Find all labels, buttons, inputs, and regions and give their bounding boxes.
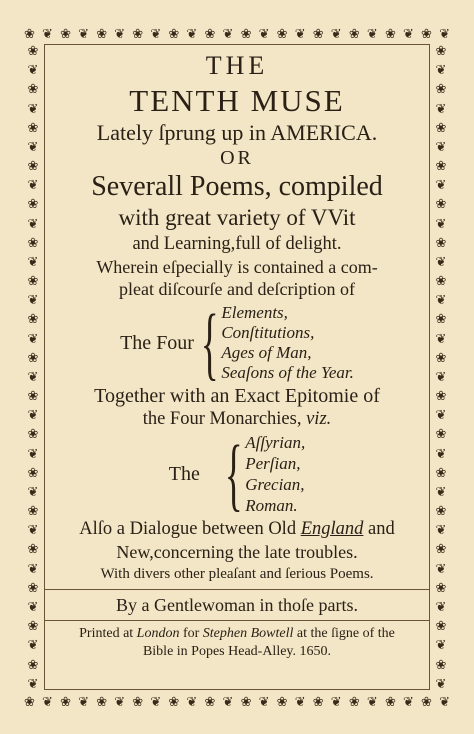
border-ornament-icon: ❀	[204, 25, 216, 41]
four-item: Elements,	[221, 303, 288, 322]
border-ornament-icon: ❀	[435, 311, 447, 327]
border-ornament-icon: ❀	[435, 81, 447, 97]
border-ornament-icon: ❀	[435, 349, 447, 365]
border-ornament-icon: ❦	[439, 25, 450, 41]
border-ornament-icon: ❀	[312, 693, 324, 709]
imprint-bookseller: Stephen Bowtell	[202, 626, 294, 641]
monarchies-group	[44, 428, 430, 519]
border-ornament-icon: ❦	[27, 292, 39, 308]
border-ornament-icon: ❀	[435, 158, 447, 174]
border-ornament-icon: ❦	[27, 598, 39, 614]
border-ornament-icon: ❦	[27, 675, 39, 690]
border-ornament-icon: ❦	[186, 693, 198, 709]
border-ornament-icon: ❀	[435, 196, 447, 212]
border-ornament-icon: ❦	[439, 693, 450, 709]
border-ornament-icon: ❦	[27, 368, 39, 384]
border-ornament-icon: ❀	[132, 25, 144, 41]
border-ornament-icon: ❦	[27, 637, 39, 653]
border-ornament-icon: ❀	[435, 273, 447, 289]
border-ornament-icon: ❀	[27, 81, 39, 97]
dialogue-line-1-suffix: and	[368, 519, 395, 539]
border-ornament-icon: ❀	[27, 541, 39, 557]
together-viz: viz.	[306, 409, 332, 429]
four-group-items	[221, 303, 354, 383]
border-ornament-icon: ❀	[312, 25, 324, 41]
monarchy-item: Roman.	[245, 496, 298, 515]
border-ornament-icon: ❦	[402, 25, 414, 41]
subtitle-variety: with great variety of VVit	[118, 205, 356, 230]
border-ornament-icon: ❀	[96, 693, 108, 709]
border-ornament-icon: ❦	[258, 25, 270, 41]
border-ornament-icon: ❦	[222, 693, 234, 709]
border-ornament-icon: ❦	[27, 483, 39, 499]
border-ornament-icon: ❦	[150, 25, 162, 41]
border-ornament-icon: ❀	[27, 196, 39, 212]
border-ornament-icon: ❀	[435, 234, 447, 250]
imprint-london: London	[136, 626, 180, 641]
border-ornament-icon: ❦	[27, 215, 39, 231]
border-ornament-icon: ❀	[27, 273, 39, 289]
monarchy-item: Aſſyrian,	[245, 433, 306, 452]
border-ornament-icon: ❀	[435, 426, 447, 442]
ornamental-border-bottom	[22, 690, 452, 712]
four-group	[44, 297, 430, 388]
border-ornament-icon: ❦	[27, 445, 39, 461]
border-ornament-icon: ❀	[435, 579, 447, 595]
title-text-block	[44, 48, 430, 661]
border-ornament-icon: ❦	[435, 62, 447, 78]
border-ornament-icon: ❦	[435, 483, 447, 499]
border-ornament-icon: ❀	[27, 579, 39, 595]
border-ornament-icon: ❦	[27, 62, 39, 78]
imprint-line-2: Bible in Popes Head-Alley. 1650.	[142, 644, 332, 659]
border-ornament-icon: ❀	[435, 388, 447, 404]
subtitle-or: OR	[220, 147, 254, 169]
title-tenth-muse: TENTH MUSE	[129, 83, 345, 118]
border-ornament-icon: ❦	[42, 693, 53, 709]
border-ornament-icon: ❦	[435, 368, 447, 384]
border-ornament-icon: ❀	[96, 25, 108, 41]
border-ornament-icon: ❀	[27, 426, 39, 442]
border-ornament-icon: ❦	[27, 407, 39, 423]
monarchy-item: Perſian,	[245, 454, 301, 473]
border-ornament-icon: ❦	[258, 693, 270, 709]
description-line-2: pleat diſcourſe and deſcription of	[119, 279, 355, 299]
border-ornament-icon: ❦	[27, 522, 39, 538]
together-line-1: Together with an Exact Epitomie of	[94, 385, 380, 407]
divider-rule	[44, 589, 430, 590]
imprint-part3: at the ſigne of the	[296, 626, 395, 641]
border-ornament-icon: ❀	[421, 693, 432, 709]
border-ornament-icon: ❀	[276, 693, 288, 709]
ornamental-border-right	[430, 44, 452, 690]
border-ornament-icon: ❀	[384, 693, 396, 709]
border-ornament-icon: ❀	[27, 234, 39, 250]
border-ornament-icon: ❦	[78, 693, 90, 709]
description-line-1: Wherein eſpecially is contained a com-	[96, 257, 378, 277]
dialogue-england: England	[300, 519, 364, 539]
border-ornament-icon: ❦	[150, 693, 162, 709]
four-item: Conſtitutions,	[221, 323, 315, 342]
border-ornament-icon: ❦	[27, 330, 39, 346]
subtitle-learning: and Learning,full of delight.	[132, 234, 342, 254]
title-the: THE	[205, 51, 269, 80]
border-ornament-icon: ❀	[348, 693, 360, 709]
imprint-part2: for	[182, 626, 200, 641]
border-ornament-icon: ❀	[132, 693, 144, 709]
border-ornament-icon: ❀	[240, 25, 252, 41]
border-ornament-icon: ❀	[348, 25, 360, 41]
dialogue-line-1	[44, 518, 430, 541]
border-ornament-icon: ❦	[222, 25, 234, 41]
ornamental-border-top	[22, 22, 452, 44]
border-ornament-icon: ❦	[435, 215, 447, 231]
divider-rule	[44, 620, 430, 621]
border-ornament-icon: ❀	[27, 119, 39, 135]
border-ornament-icon: ❦	[435, 138, 447, 154]
border-ornament-icon: ❀	[24, 693, 35, 709]
border-ornament-icon: ❦	[435, 330, 447, 346]
border-ornament-icon: ❀	[435, 618, 447, 634]
border-ornament-icon: ❦	[330, 25, 342, 41]
border-ornament-icon: ❦	[435, 675, 447, 690]
border-ornament-icon: ❀	[27, 656, 39, 672]
four-item: Ages of Man,	[221, 343, 312, 362]
dialogue-line-1-prefix: Alſo a Dialogue between Old	[79, 519, 297, 539]
together-line-2	[44, 408, 430, 430]
border-ornament-icon: ❀	[27, 388, 39, 404]
subtitle-lately: Lately ſprung up in AMERICA.	[96, 120, 378, 145]
border-ornament-icon: ❦	[435, 253, 447, 269]
border-ornament-icon: ❀	[384, 25, 396, 41]
border-ornament-icon: ❀	[240, 693, 252, 709]
border-ornament-icon: ❀	[435, 541, 447, 557]
border-ornament-icon: ❀	[435, 503, 447, 519]
monarchies-group-items	[245, 432, 305, 516]
brace-icon: {	[224, 428, 243, 519]
four-group-lead: The Four	[120, 331, 194, 354]
imprint-part1: Printed at	[79, 626, 134, 641]
dialogue-line-2: New,concerning the late troubles.	[116, 542, 358, 562]
border-ornament-icon: ❦	[27, 560, 39, 576]
border-ornament-icon: ❦	[186, 25, 198, 41]
border-ornament-icon: ❀	[27, 311, 39, 327]
border-ornament-icon: ❀	[421, 25, 432, 41]
border-ornament-icon: ❦	[435, 100, 447, 116]
ornamental-border-left	[22, 44, 44, 690]
border-ornament-icon: ❦	[435, 407, 447, 423]
border-ornament-icon: ❦	[294, 25, 306, 41]
border-ornament-icon: ❦	[366, 693, 378, 709]
brace-icon: {	[200, 297, 219, 388]
four-item: Seaſons of the Year.	[221, 363, 354, 382]
subtitle-severall-poems: Severall Poems, compiled	[91, 171, 383, 202]
border-ornament-icon: ❀	[27, 464, 39, 480]
border-ornament-icon: ❀	[60, 693, 71, 709]
dialogue-line-3: With divers other pleaſant and ſerious Poems.	[100, 566, 374, 582]
border-ornament-icon: ❦	[114, 25, 126, 41]
border-ornament-icon: ❀	[435, 44, 447, 58]
border-ornament-icon: ❀	[435, 464, 447, 480]
border-ornament-icon: ❦	[402, 693, 414, 709]
border-ornament-icon: ❀	[168, 25, 180, 41]
border-ornament-icon: ❦	[435, 292, 447, 308]
border-ornament-icon: ❦	[27, 100, 39, 116]
border-ornament-icon: ❦	[435, 177, 447, 193]
author-line: By a Gentlewoman in thoſe parts.	[116, 595, 358, 615]
border-ornament-icon: ❦	[27, 253, 39, 269]
monarchy-item: Grecian,	[245, 475, 305, 494]
border-ornament-icon: ❦	[435, 522, 447, 538]
border-ornament-icon: ❀	[168, 693, 180, 709]
border-ornament-icon: ❀	[27, 503, 39, 519]
border-ornament-icon: ❦	[435, 560, 447, 576]
border-ornament-icon: ❦	[27, 138, 39, 154]
border-ornament-icon: ❀	[276, 25, 288, 41]
border-ornament-icon: ❦	[294, 693, 306, 709]
monarchies-group-lead: The	[168, 462, 200, 485]
border-ornament-icon: ❦	[435, 445, 447, 461]
border-ornament-icon: ❀	[60, 25, 71, 41]
border-ornament-icon: ❀	[24, 25, 35, 41]
border-ornament-icon: ❦	[114, 693, 126, 709]
border-ornament-icon: ❦	[27, 177, 39, 193]
border-ornament-icon: ❦	[42, 25, 53, 41]
together-line-2-text: the Four Monarchies,	[142, 409, 302, 429]
border-ornament-icon: ❦	[78, 25, 90, 41]
border-ornament-icon: ❀	[27, 618, 39, 634]
border-ornament-icon: ❀	[435, 656, 447, 672]
border-ornament-icon: ❀	[27, 349, 39, 365]
border-ornament-icon: ❀	[27, 44, 39, 58]
border-ornament-icon: ❦	[366, 25, 378, 41]
border-ornament-icon: ❀	[435, 119, 447, 135]
imprint-line-1	[44, 625, 430, 643]
border-ornament-icon: ❀	[204, 693, 216, 709]
border-ornament-icon: ❀	[27, 158, 39, 174]
border-ornament-icon: ❦	[435, 598, 447, 614]
border-ornament-icon: ❦	[435, 637, 447, 653]
border-ornament-icon: ❦	[330, 693, 342, 709]
